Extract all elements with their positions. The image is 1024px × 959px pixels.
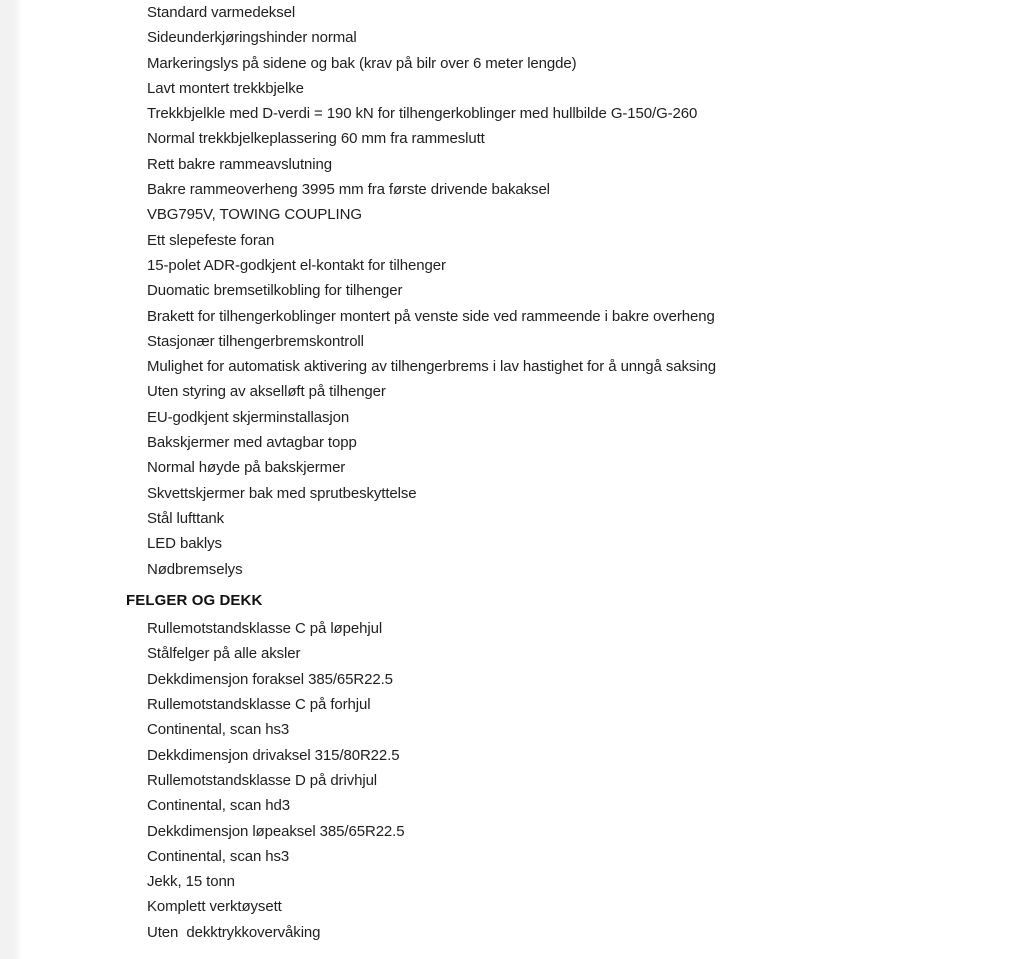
- spec-item: Bakre rammeoverheng 3995 mm fra første drivende bakaksel: [147, 181, 550, 199]
- spec-item: Komplett verktøysett: [147, 898, 282, 916]
- spec-item: Dekkdimensjon løpeaksel 385/65R22.5: [147, 822, 405, 840]
- spec-item: Rullemotstandsklasse C på forhjul: [147, 696, 371, 714]
- spec-item: Brakett for tilhengerkoblinger montert på venste side ved rammeende i bakre overheng: [147, 307, 715, 325]
- spec-item: VBG795V, TOWING COUPLING: [147, 206, 362, 224]
- spec-item: Nødbremselys: [147, 560, 243, 578]
- spec-item: EU-godkjent skjerminstallasjon: [147, 408, 350, 426]
- spec-item: Continental, scan hs3: [147, 721, 290, 739]
- spec-item: Normal høyde på bakskjermer: [147, 459, 346, 477]
- spec-item: Trekkbjelkle med D-verdi = 190 kN for tilhengerkoblinger med hullbilde G-150/G-260: [147, 105, 698, 123]
- spec-item: Jekk, 15 tonn: [147, 873, 235, 891]
- spec-item: Continental, scan hs3: [147, 847, 290, 865]
- spec-item: Uten dekktrykkovervåking: [147, 923, 321, 941]
- spec-item: LED baklys: [147, 535, 222, 553]
- spec-item: Rett bakre rammeavslutning: [147, 155, 332, 173]
- section-header-felger-og-dekk: FELGER OG DEKK: [126, 591, 263, 609]
- spec-item: Continental, scan hd3: [147, 797, 291, 815]
- spec-item: Normal trekkbjelkeplassering 60 mm fra rammeslutt: [147, 130, 485, 148]
- spec-item: Duomatic bremsetilkobling for tilhenger: [147, 282, 403, 300]
- spec-item: Sideunderkjøringshinder normal: [147, 29, 357, 47]
- spec-item: Dekkdimensjon drivaksel 315/80R22.5: [147, 746, 400, 764]
- spec-item: Skvettskjermer bak med sprutbeskyttelse: [147, 484, 417, 502]
- spec-item: Rullemotstandsklasse C på løpehjul: [147, 620, 383, 638]
- spec-item: Standard varmedeksel: [147, 4, 296, 21]
- spec-item: Stål lufttank: [147, 509, 225, 527]
- spec-item: Lavt montert trekkbjelke: [147, 79, 304, 97]
- spec-item: Stasjonær tilhengerbremskontroll: [147, 332, 364, 350]
- spec-item: Bakskjermer med avtagbar topp: [147, 434, 357, 452]
- spec-item: 15-polet ADR-godkjent el-kontakt for tilhenger: [147, 256, 446, 274]
- spec-item: Ett slepefeste foran: [147, 231, 275, 249]
- spec-item: Stålfelger på alle aksler: [147, 645, 301, 663]
- spec-item: Dekkdimensjon foraksel 385/65R22.5: [147, 670, 393, 688]
- spec-item: Uten styring av akselløft på tilhenger: [147, 383, 386, 401]
- spec-item: Markeringslys på sidene og bak (krav på bilr over 6 meter lengde): [147, 54, 577, 72]
- spec-item: Rullemotstandsklasse D på drivhjul: [147, 771, 378, 789]
- spec-item: Mulighet for automatisk aktivering av tilhengerbrems i lav hastighet for å unngå saksing: [147, 358, 717, 376]
